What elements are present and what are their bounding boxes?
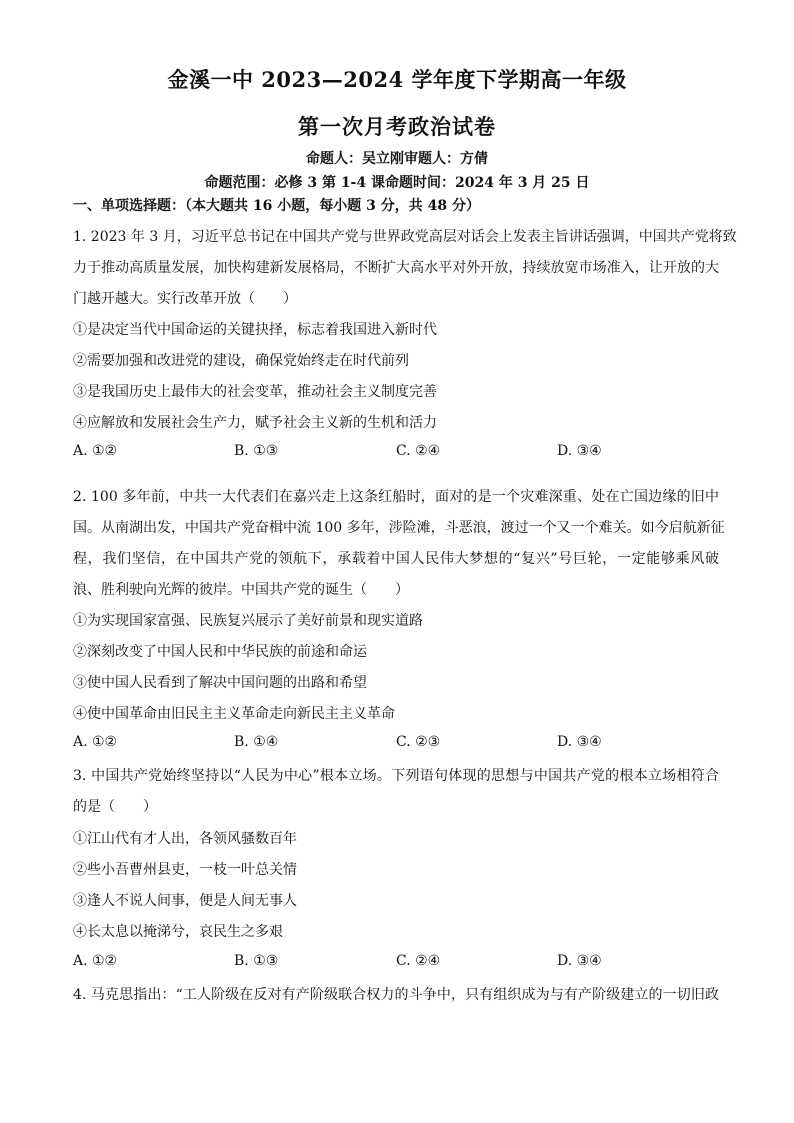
exam-title-line1: 金溪一中 2023—2024 学年度下学期高一年级 [167, 67, 627, 92]
question-item: ④应解放和发展社会生产力，赋予社会主义新的生机和活力 [73, 415, 437, 431]
exam-title-line2: 第一次月考政治试卷 [298, 114, 496, 139]
option-d: D. ③④ [557, 734, 602, 750]
section-title: 一、单项选择题：（本大题共 16 小题，每小题 3 分，共 48 分） [73, 198, 480, 214]
question-stem-line: 1. 2023 年 3 月，习近平总书记在中国共产党与世界政党高层对话会上发表主旨讲话强调，中国共产党将致 [73, 229, 737, 245]
question-item: ③逢人不说人间事，便是人间无事人 [73, 893, 297, 909]
question-item: ①是决定当代中国命运的关键抉择，标志着我国进入新时代 [73, 322, 437, 338]
option-c: C. ②③ [396, 734, 441, 750]
question-stem-line: 国。从南湖出发，中国共产党奋楫中流 100 多年，涉险滩，斗恶浪，渡过一个又一个难关。如今启航新征 [73, 520, 725, 536]
question-item: ①为实现国家富强、民族复兴展示了美好前景和现实道路 [73, 613, 423, 629]
option-b: B. ①④ [234, 734, 279, 750]
question-item: ②需要加强和改进党的建设，确保党始终走在时代前列 [73, 353, 409, 369]
question-item: ②些小吾曹州县吏，一枝一叶总关情 [73, 862, 297, 878]
option-a: A. ①② [73, 953, 118, 969]
question-stem-line: 2. 100 多年前，中共一大代表们在嘉兴走上这条红船时，面对的是一个灾难深重、处在亡国边缘的旧中 [73, 489, 719, 505]
question-stem-line: 力于推动高质量发展，加快构建新发展格局，不断扩大高水平对外开放，持续放宽市场准入，让开放的大 [73, 260, 719, 276]
option-b: B. ①③ [234, 953, 279, 969]
question-item: ④使中国革命由旧民主主义革命走向新民主主义革命 [73, 706, 395, 722]
option-c: C. ②④ [396, 953, 441, 969]
question-stem-line: 4. 马克思指出：“工人阶级在反对有产阶级联合权力的斗争中，只有组织成为与有产阶级建立的一切旧政 [73, 987, 719, 1003]
question-item: ①江山代有才人出，各领风骚数百年 [73, 831, 297, 847]
option-d: D. ③④ [557, 443, 602, 459]
option-a: A. ①② [73, 734, 118, 750]
question-stem-line: 3. 中国共产党始终坚持以“人民为中心”根本立场。下列语句体现的思想与中国共产党的根本立场相符合 [73, 768, 719, 784]
option-b: B. ①③ [234, 443, 279, 459]
question-stem-line: 浪、胜利驶向光辉的彼岸。中国共产党的诞生（ ） [73, 582, 409, 598]
option-c: C. ②④ [396, 443, 441, 459]
question-item: ②深刻改变了中国人民和中华民族的前途和命运 [73, 644, 367, 660]
question-item: ③是我国历史上最伟大的社会变革，推动社会主义制度完善 [73, 384, 437, 400]
question-stem-line: 门越开越大。实行改革开放（ ） [73, 291, 297, 307]
question-item: ③使中国人民看到了解决中国问题的出路和希望 [73, 675, 367, 691]
question-stem-line: 程，我们坚信，在中国共产党的领航下，承载着中国人民伟大梦想的“复兴”号巨轮，一定能够乘风破 [73, 551, 719, 567]
question-stem-line: 的是（ ） [73, 799, 157, 815]
exam-scope: 命题范围：必修 3 第 1-4 课命题时间：2024 年 3 月 25 日 [204, 175, 590, 191]
exam-authors: 命题人：吴立刚审题人：方倩 [306, 151, 488, 167]
option-d: D. ③④ [557, 953, 602, 969]
option-a: A. ①② [73, 443, 118, 459]
question-item: ④长太息以掩涕兮，哀民生之多艰 [73, 924, 283, 940]
